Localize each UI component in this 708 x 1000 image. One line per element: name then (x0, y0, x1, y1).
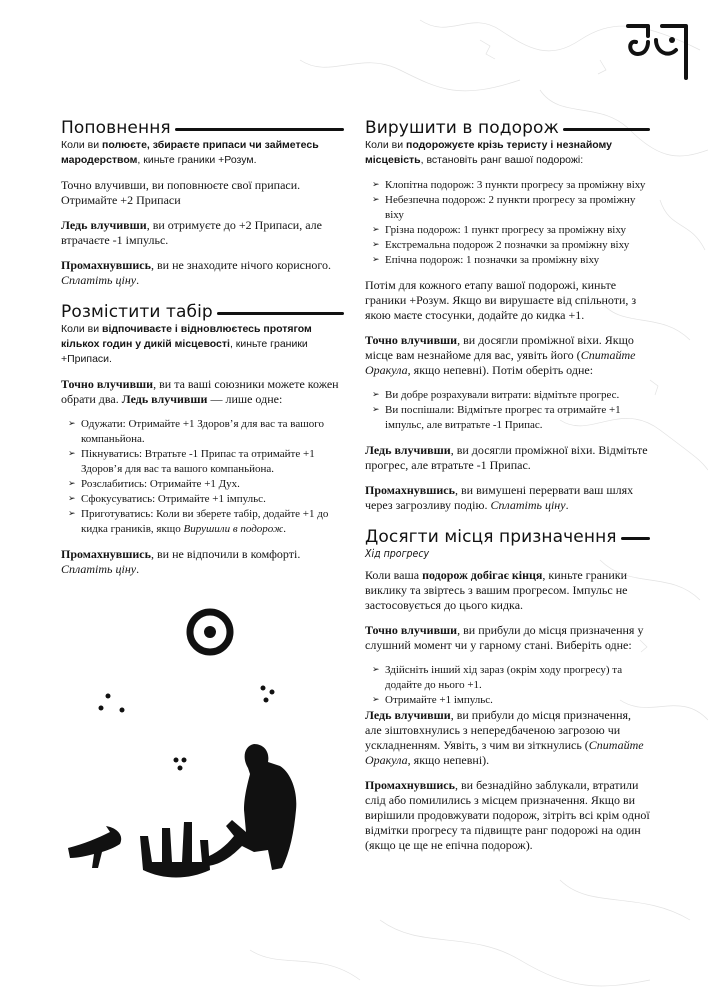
destination-miss: Промахнувшись, ви безнадійно заблукали, втратили слід або помилились з місцем призначення. Якщо ви вирішили продовжувати подорож, зітріть всі крім одної відмітки прогресу та підвищте ранг подорожі на один (якщо це ще не епічна подорож). (365, 778, 650, 852)
destination-title: Досягти місця призначення (365, 527, 617, 547)
journey-ranks (365, 178, 650, 268)
journey-strong-options (365, 388, 650, 433)
camp-title: Розмістити табір (61, 302, 213, 322)
list-item: ➢ Здійсніть інший хід зараз (окрім ходу прогресу) та додайте до нього +1. (372, 663, 650, 693)
camp-heading (61, 302, 344, 322)
destination-trigger: Коли ваша подорож добігає кінця, киньте граники виклику та звіртесь з вашим прогресом. Імпульс не застосовується до цього кидка. (365, 568, 628, 612)
list-item: ➢ Отримайте +1 імпульс. (372, 693, 650, 708)
list-item: ➢ Епічна подорож: 1 позначки за проміжну віху (372, 253, 650, 268)
list-item: ➢ Розслабитись: Отримайте +1 Дух. (68, 477, 344, 492)
resupply-title: Поповнення (61, 118, 171, 138)
resupply-trigger: Коли ви полюєте, збираєте припаси чи займетесь мародерством, киньте граники +Розум. (61, 139, 319, 166)
resupply-miss: Промахнувшись, ви не знаходите нічого корисного. Сплатіть ціну. (61, 258, 332, 287)
list-item: ➢ Екстремальна подорож 2 позначки за проміжну віху (372, 238, 650, 253)
resupply-weak-hit: Ледь влучивши, ви отримуєте до +2 Припаси, але втрачаєте -1 імпульс. (61, 218, 322, 247)
list-item: ➢ Клопітна подорож: 3 пункти прогресу за проміжну віху (372, 178, 650, 193)
heading-rule (621, 537, 650, 540)
camp-miss: Промахнувшись, ви не відпочили в комфорті. Сплатіть ціну. (61, 547, 301, 576)
list-item: ➢ Пікнуватись: Втратьте -1 Припас та отримайте +1 Здоров’я для вас та вашого компаньйона. (68, 447, 344, 477)
resupply-strong-hit: Точно влучивши, ви поповнюєте свої припаси. Отримайте +2 Припаси (61, 178, 301, 207)
destination-heading (365, 527, 650, 547)
heading-rule (563, 128, 650, 131)
list-item: ➢ Одужати: Отримайте +1 Здоров’я для вас та вашого компаньйона. (68, 417, 344, 447)
journey-heading (365, 118, 650, 138)
heading-rule (175, 128, 344, 131)
camp-strong-weak: Точно влучивши, ви та ваші союзники можете кожен обрати два. Ледь влучивши — лише одне: (61, 377, 339, 406)
destination-options (365, 663, 650, 708)
campfire-illustration (58, 600, 318, 900)
list-item: ➢ Сфокусуватись: Отримайте +1 імпульс. (68, 492, 344, 507)
camp-options (61, 417, 344, 537)
right-column (365, 118, 650, 863)
journey-each-leg: Потім для кожного етапу вашої подорожі, киньте граники +Розум. Якщо ви вирушаєте від спільноти, з якою маєте стосунки, додайте до кидка +1. (365, 278, 637, 322)
journey-miss: Промахнувшись, ви вимушені перервати ваш шлях через загрозливу подію. Сплатіть ціну. (365, 483, 634, 512)
corner-rune-icon (622, 14, 690, 94)
destination-subtitle: Хід прогресу (365, 548, 430, 560)
journey-trigger: Коли ви подорожуєте крізь теристу і незнайому місцевість, встановіть ранг вашої подорожі: (365, 139, 613, 166)
resupply-heading (61, 118, 344, 138)
heading-rule (217, 312, 344, 315)
journey-strong-hit: Точно влучивши, ви досягли проміжної віхи. Якщо місце вам незнайоме для вас, уявіть його (Спитайте Оракула, якщо непевні). Потім оберіть одне: (365, 333, 636, 377)
camp-trigger: Коли ви відпочиваєте і відновлюєтесь протягом кількох годин у дикій місцевості, киньте граники +Припаси. (61, 323, 312, 365)
journey-weak-hit: Ледь влучивши, ви досягли проміжної віхи. Відмітьте прогрес, але втратьте -1 Припас. (365, 443, 648, 472)
list-item: ➢ Ви поспішали: Відмітьте прогрес та отримайте +1 імпульс, але витратьте -1 Припас. (372, 403, 650, 433)
journey-title: Вирушити в подорож (365, 118, 559, 138)
list-item: ➢ Небезпечна подорож: 2 пункти прогресу за проміжну віху (372, 193, 650, 223)
destination-weak-hit: Ледь влучивши, ви прибули до місця призначення, але зіштовхнулись з непередбаченою загрозою чи ускладненням. Уявіть, з чим ви зіткнулись (Спитайте Оракула, якщо непевні). (365, 708, 644, 767)
list-item: ➢ Приготуватись: Коли ви зберете табір, додайте +1 до кидка граників, якщо Вирушили в подорож. (68, 507, 344, 537)
list-item: ➢ Ви добре розрахували витрати: відмітьте прогрес. (372, 388, 650, 403)
destination-strong-hit: Точно влучивши, ви прибули до місця призначення у слушний момент чи у гарному стані. Виберіть одне: (365, 623, 644, 652)
list-item: ➢ Грізна подорож: 1 пункт прогресу за проміжну віху (372, 223, 650, 238)
left-column (61, 118, 344, 587)
